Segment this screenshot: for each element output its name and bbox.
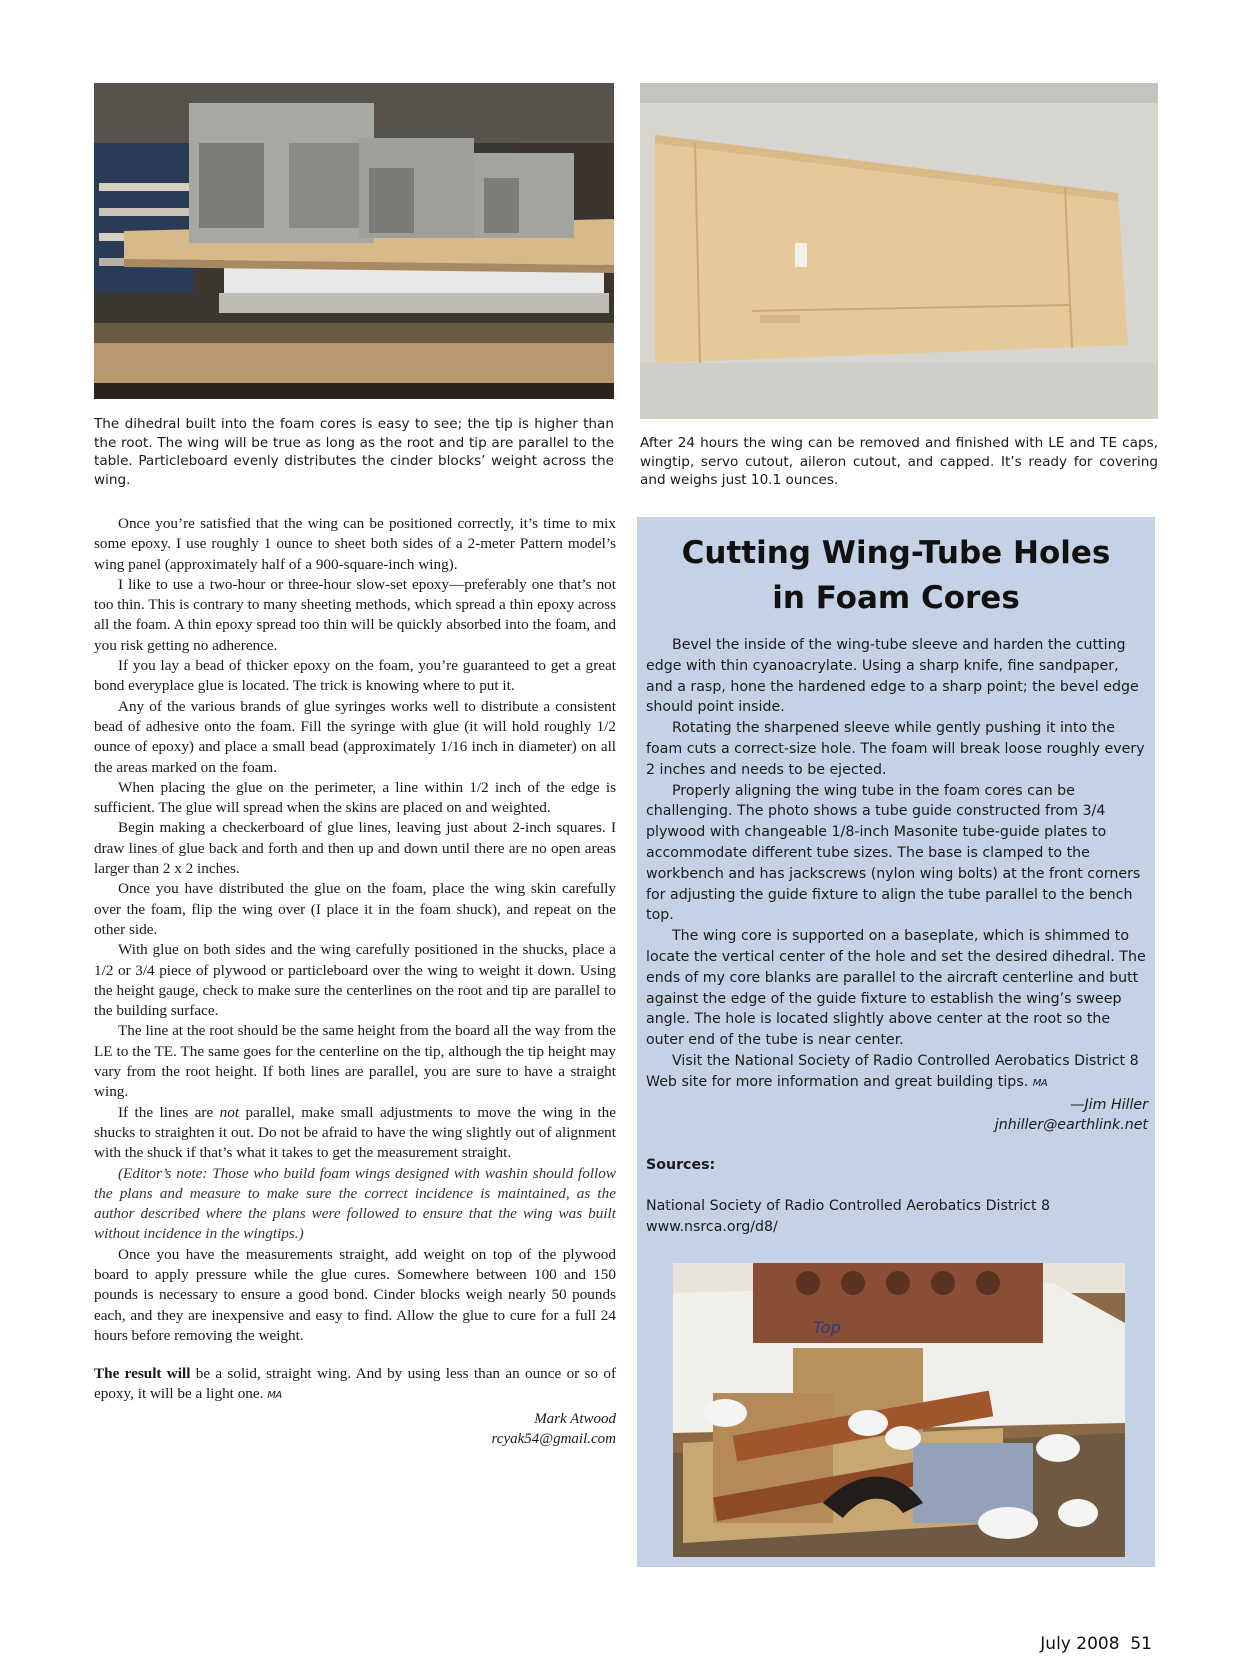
- sidebar-title: Cutting Wing-Tube Holes in Foam Cores: [681, 535, 1111, 616]
- sidebar-paragraph: The wing core is supported on a baseplate, which is shimmed to locate the vertical center of the hole and set the desired dihedral. The ends of my core blanks are parallel to the aircraft centerline and butt against the edge of the guide fixture to establish the wing’s sweep angle. The hole is located slightly above center at the root so the outer end of the tube is near center.: [646, 928, 1146, 1049]
- article-paragraph: Once you have distributed the glue on the foam, place the wing skin carefully over the foam, flip the wing over (I place it in the foam shuck), and repeat on the other side.: [94, 880, 616, 938]
- article-paragraph: When placing the glue on the perimeter, a line within 1/2 inch of the edge is sufficient. The glue will spread when the skins are placed on and weighted.: [94, 778, 616, 817]
- caption-dihedral: The dihedral built into the foam cores is easy to see; the tip is higher than the root. The wing will be true as long as the root and tip are parallel to the table. Particleboard evenly distributes the cinder blocks’ weight across the wing.: [94, 416, 614, 488]
- photo-sheeted-wing: [640, 83, 1158, 419]
- article-conclusion: The result will be a solid, straight wing. And by using less than an ounce or so of epoxy, it will be a light one. MA: [94, 1365, 616, 1403]
- article-paragraph: Once you have the measurements straight, add weight on top of the plywood board to apply pressure while the glue cures. Somewhere between 100 and 150 pounds is necessary to ensure a good bond. Cinder blocks weigh nearly 50 pounds each, and they are inexpensive and easy to find. Allow the glue to cure for a full 24 hours before removing the weight.: [94, 1245, 616, 1344]
- photo-cinder-blocks: [94, 83, 614, 399]
- sidebar-paragraph: Properly aligning the wing tube in the foam cores can be challenging. The photo shows a tube guide constructed from 3/4 plywood with changeable 1/8-inch Masonite tube-guide plates to accommodate different tube sizes. The base is clamped to the workbench and has jackscrews (nylon wing bolts) at the front corners for adjusting the guide fixture to align the tube parallel to the bench top.: [646, 782, 1141, 924]
- article-paragraph: The line at the root should be the same height from the board all the way from the LE to the TE. The same goes for the centerline on the tip, although the tip height may vary from the root height. If both lines are parallel, you are sure to have a straight wing.: [94, 1022, 616, 1101]
- sidebar-paragraph: Bevel the inside of the wing-tube sleeve and harden the cutting edge with thin cyanoacrylate. Using a sharp knife, fine sandpaper, and a rasp, hone the hardened edge to a sharp point; the bevel edge should point inside.: [646, 637, 1139, 716]
- photo-tube-guide: [673, 1263, 1125, 1557]
- article-paragraph: Any of the various brands of glue syringes works well to distribute a consistent bead of adhesive onto the foam. Fill the syringe with glue (it will hold roughly 1/2 ounce of epoxy) and place a small bead (approximately 1/16 inch in diameter) on all the areas marked on the foam.: [94, 697, 617, 776]
- sidebar-email: jnhiller@earthlink.net: [994, 1117, 1148, 1134]
- photo-label-top: Top: [813, 1318, 841, 1337]
- author-email: rcyak54@gmail.com: [491, 1430, 616, 1447]
- article-paragraph: If the lines are not parallel, make small adjustments to move the wing in the shucks to straighten it out. Do not be afraid to have the wing slightly out of alignment with the shuck if that’s what it takes to get the measurement straight.: [94, 1103, 616, 1162]
- sources-heading: Sources:: [646, 1157, 716, 1173]
- article-paragraph: With glue on both sides and the wing carefully positioned in the shucks, place a 1/2 or 3/4 piece of plywood or particleboard over the wing to weight it down. Using the height gauge, check to make sure the centerlines on the root and tip are parallel to the building surface.: [94, 941, 616, 1020]
- ma-end-mark: MA: [267, 1390, 282, 1402]
- author-name: Mark Atwood: [534, 1410, 616, 1427]
- article-body: [94, 514, 616, 1449]
- page-number: 51: [1130, 1634, 1152, 1654]
- article-paragraph: I like to use a two-hour or three-hour slow-set epoxy—preferably one that’s not too thin. This is contrary to many sheeting methods, which spread a thin epoxy across all the foam. A thin epoxy spread too thin will be quickly absorbed into the foam, and you risk getting no adherence.: [94, 575, 616, 654]
- sidebar-body: [646, 635, 1148, 1136]
- article-paragraph: Begin making a checkerboard of glue lines, leaving just about 2-inch squares. I draw lines of glue back and forth and then up and down until there are no open areas larger than 2 x 2 inches.: [94, 819, 616, 878]
- sidebar-paragraph: Visit the National Society of Radio Controlled Aerobatics District 8 Web site for more information and great building tips. MA: [646, 1052, 1139, 1090]
- issue-date: July 2008: [1040, 1634, 1120, 1654]
- source-name: National Society of Radio Controlled Aerobatics District 8: [646, 1197, 1051, 1214]
- sidebar-paragraph: Rotating the sharpened sleeve while gently pushing it into the foam cuts a correct-size hole. The foam will break loose roughly every 2 inches and needs to be ejected.: [646, 720, 1145, 778]
- article-paragraph: If you lay a bead of thicker epoxy on the foam, you’re guaranteed to get a great bond everyplace glue is located. The trick is knowing where to put it.: [94, 657, 616, 695]
- article-paragraph: Once you’re satisfied that the wing can be positioned correctly, it’s time to mix some epoxy. I use roughly 1 ounce to sheet both sides of a 2-meter Pattern model’s wing panel (approximately half of a 900-square-inch wing).: [94, 515, 616, 573]
- sources-section: [646, 1155, 1148, 1237]
- ma-end-mark: MA: [1032, 1077, 1048, 1089]
- source-url: www.nsrca.org/d8/: [646, 1218, 778, 1235]
- editors-note: (Editor’s note: Those who build foam wings designed with washin should follow the plans and measure to make sure the correct incidence is maintained, as the author described where the plans were followed to ensure that the wing was built without incidence in the wingtips.): [94, 1164, 616, 1243]
- caption-finished-wing: After 24 hours the wing can be removed and finished with LE and TE caps, wingtip, servo cutout, aileron cutout, and capped. It’s ready for covering and weighs just 10.1 ounces.: [640, 435, 1158, 488]
- sidebar-box: [637, 517, 1155, 1567]
- page-footer: [1040, 1634, 1152, 1654]
- sidebar-author: —Jim Hiller: [1070, 1096, 1148, 1113]
